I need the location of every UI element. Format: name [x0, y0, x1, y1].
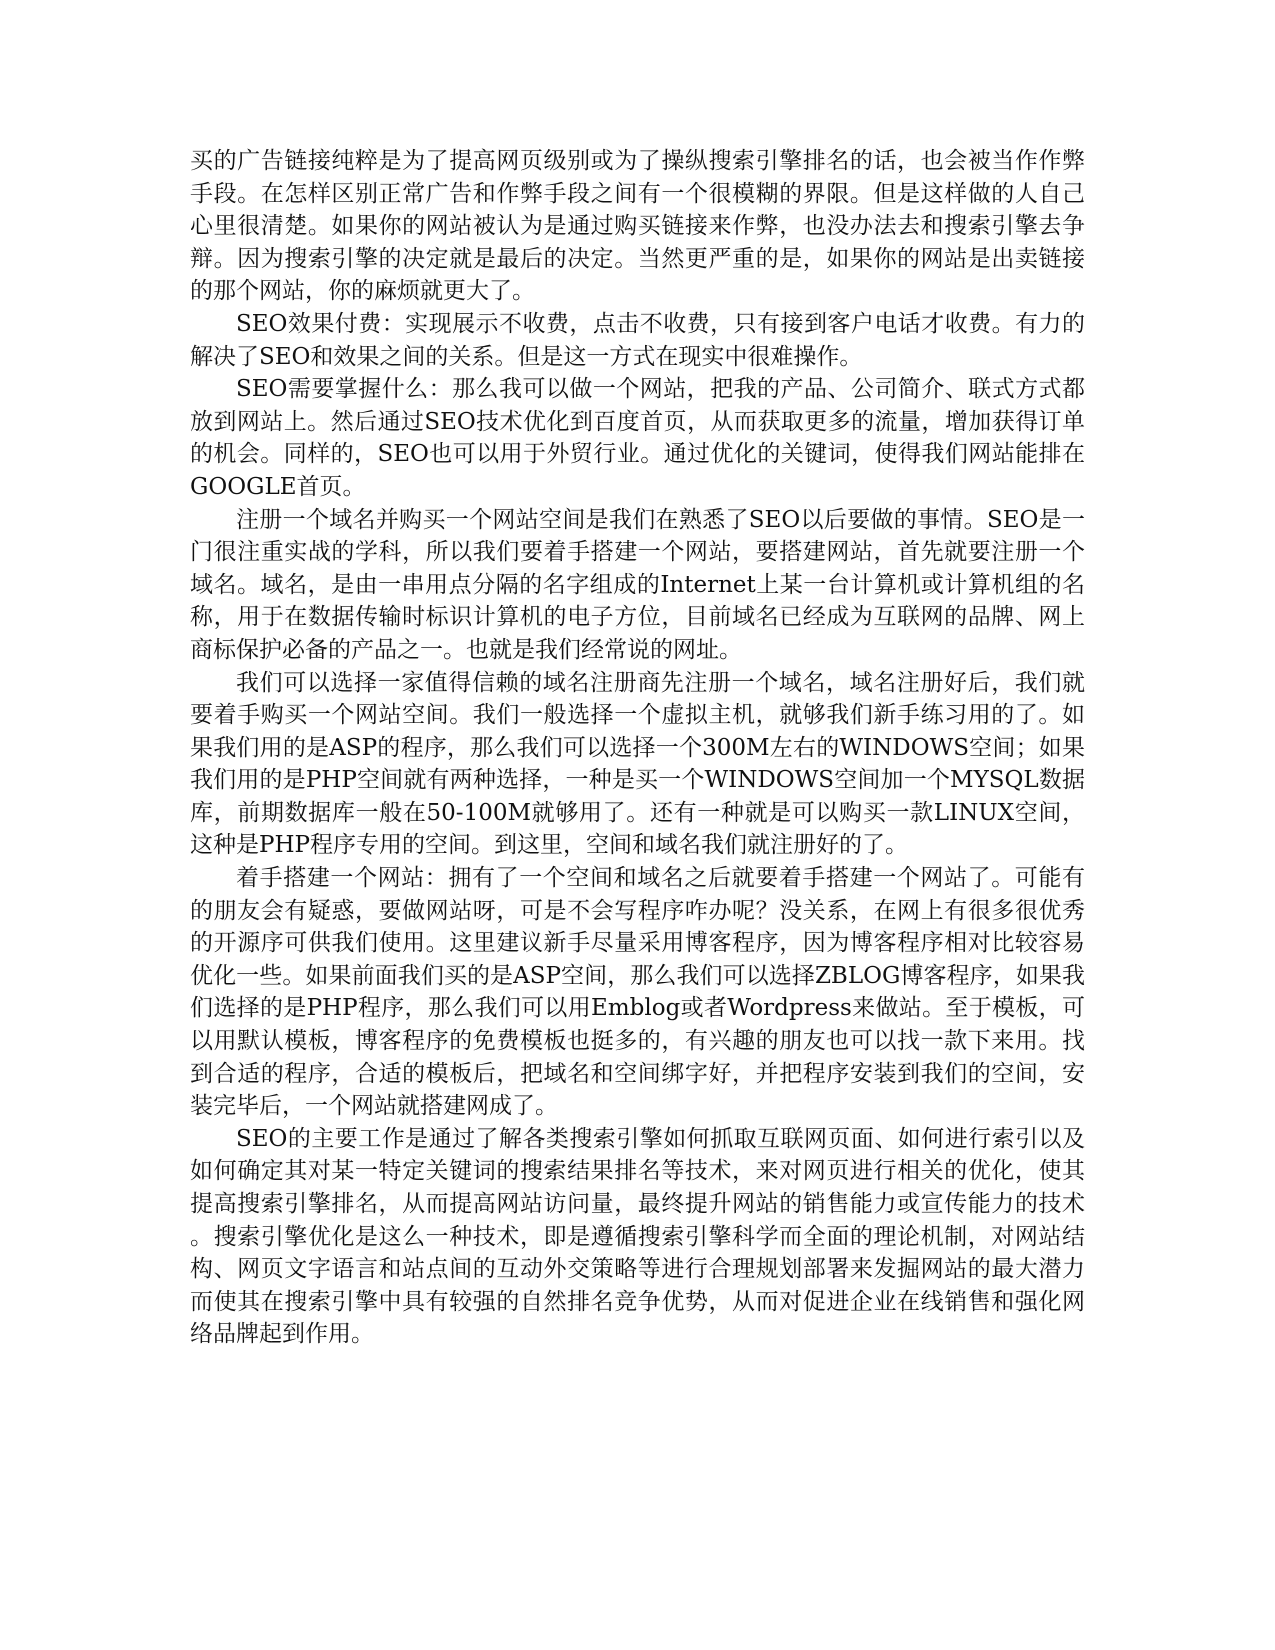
document-body — [190, 145, 1085, 1351]
paragraph-register-domain: 注册一个域名并购买一个网站空间是我们在熟悉了SEO以后要做的事情。SEO是一门很注重实战的学科，所以我们要着手搭建一个网站，要搭建网站，首先就要注册一个域名。域名，是由一串用点分隔的名字组成的Internet上某一台计算机或计算机组的名称，用于在数据传输时标识计算机的电子方位，目前域名已经成为互联网的品牌、网上商标保护必备的产品之一。也就是我们经常说的网址。 — [190, 506, 1085, 663]
paragraph-seo-pay-per-result: SEO效果付费：实现展示不收费，点击不收费，只有接到客户电话才收费。有力的解决了SEO和效果之间的关系。但是这一方式在现实中很难操作。 — [190, 310, 1085, 370]
paragraph-seo-what-to-master: SEO需要掌握什么：那么我可以做一个网站，把我的产品、公司简介、联式方式都放到网站上。然后通过SEO技术优化到百度首页，从而获取更多的流量，增加获得订单的机会。同样的，SEO也可以用于外贸行业。通过优化的关键词，使得我们网站能排在GOOGLE首页。 — [190, 376, 1085, 500]
paragraph-paid-links-continued: 买的广告链接纯粹是为了提高网页级别或为了操纵搜索引擎排名的话，也会被当作作弊手段。在怎样区别正常广告和作弊手段之间有一个很模糊的界限。但是这样做的人自己心里很清楚。如果你的网站被认为是通过购买链接来作弊，也没办法去和搜索引擎去争辩。因为搜索引擎的决定就是最后的决定。当然更严重的是，如果你的网站是出卖链接的那个网站，你的麻烦就更大了。 — [190, 148, 1085, 305]
paragraph-seo-main-work: SEO的主要工作是通过了解各类搜索引擎如何抓取互联网页面、如何进行索引以及如何确定其对某一特定关键词的搜索结果排名等技术，来对网页进行相关的优化，使其提高搜索引擎排名，从而提高网站访问量，最终提升网站的销售能力或宣传能力的技术。搜索引擎优化是这么一种技术，即是遵循搜索引擎科学而全面的理论机制，对网站结构、网页文字语言和站点间的互动外交策略等进行合理规划部署来发掘网站的最大潜力而使其在搜索引擎中具有较强的自然排名竞争优势，从而对促进企业在线销售和强化网络品牌起到作用。 — [190, 1125, 1085, 1348]
paragraph-build-website: 着手搭建一个网站：拥有了一个空间和域名之后就要着手搭建一个网站了。可能有的朋友会有疑惑，要做网站呀，可是不会写程序咋办呢？没关系，在网上有很多很优秀的开源序可供我们使用。这里建议新手尽量采用博客程序，因为博客程序相对比较容易优化一些。如果前面我们买的是ASP空间，那么我们可以选择ZBLOG博客程序，如果我们选择的是PHP程序，那么我们可以用Emblog或者Wordpress来做站。至于模板，可以用默认模板，博客程序的免费模板也挺多的，有兴趣的朋友也可以找一款下来用。找到合适的程序，合适的模板后，把域名和空间绑字好，并把程序安装到我们的空间，安装完毕后，一个网站就搭建网成了。 — [190, 865, 1085, 1120]
paragraph-buy-hosting: 我们可以选择一家值得信赖的域名注册商先注册一个域名，域名注册好后，我们就要着手购买一个网站空间。我们一般选择一个虚拟主机，就够我们新手练习用的了。如果我们用的是ASP的程序，那么我们可以选择一个300M左右的WINDOWS空间；如果我们用的是PHP空间就有两种选择，一种是买一个WINDOWS空间加一个MYSQL数据库，前期数据库一般在50-100M就够用了。还有一种就是可以购买一款LINUX空间，这种是PHP程序专用的空间。到这里，空间和域名我们就注册好的了。 — [190, 669, 1085, 859]
